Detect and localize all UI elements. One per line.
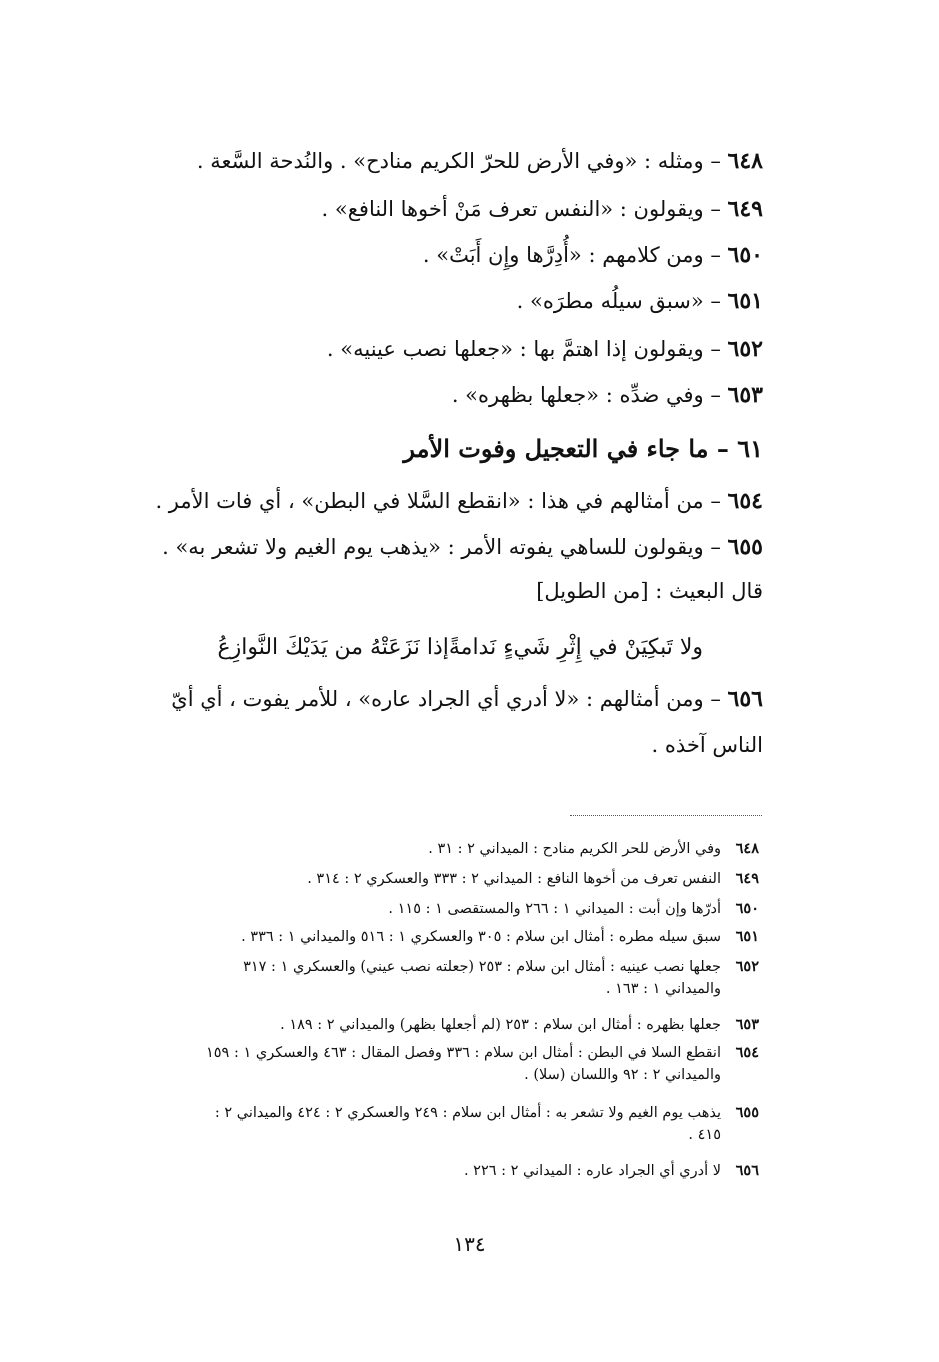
footnote-656: ٦٥٦لا أدري أي الجراد عاره : الميداني ٢ : ٢٢٦ . — [463, 1162, 759, 1179]
entry-656-continuation: الناس آخذه . — [651, 733, 763, 757]
verse-first-hemistich: ولا تَبكِيَنْ في إِثْرِ شَيءٍ نَدامةً — [448, 635, 703, 660]
footnote-655: ٦٥٥يذهب يوم الغيم ولا تشعر به : أمثال ابن سلام : ٢٤٩ والعسكري ٢ : ٤٢٤ والميداني ٢ : ٤١٥ . — [214, 1104, 759, 1143]
entry-651: ٦٥١ – «سبق سيلُه مطرَه» . — [516, 288, 763, 314]
page-number: ١٣٤ — [453, 1232, 486, 1256]
poem-verse — [217, 632, 703, 664]
footnote-649: ٦٤٩النفس تعرف من أخوها النافع : الميداني ٢ : ٣٣٣ والعسكري ٢ : ٣١٤ . — [307, 870, 759, 887]
entry-652: ٦٥٢ – ويقولون إذا اهتمَّ بها : «جعلها نصب عينيه» . — [326, 336, 763, 362]
footnote-653: ٦٥٣جعلها بظهره : أمثال ابن سلام : ٢٥٣ (لم أجعلها بظهر) والميداني ٢ : ١٨٩ . — [280, 1016, 759, 1033]
entry-655: ٦٥٥ – ويقولون للساهي يفوته الأمر : «يذهب يوم الغيم ولا تشعر به» . — [162, 534, 763, 560]
footnote-652: ٦٥٢جعلها نصب عينيه : أمثال ابن سلام : ٢٥٣ (جعلته نصب عيني) والعسكري ١ : ٣١٧ والميداني ١ : ١٦٣ . — [243, 958, 759, 997]
poet-attribution: قال البعيث : [من الطويل] — [536, 579, 763, 603]
entry-653: ٦٥٣ – وفي ضدِّه : «جعلها بظهره» . — [451, 382, 763, 408]
verse-second-hemistich: إذا نَزَعَتْهُ من يَدَيْكَ النَّوازِعُ — [217, 635, 449, 660]
footnote-separator — [570, 815, 762, 816]
footnote-648: ٦٤٨وفي الأرض للحر الكريم منادح : الميداني ٢ : ٣١ . — [428, 840, 759, 857]
entry-649: ٦٤٩ – ويقولون : «النفس تعرف مَنْ أخوها النافع» . — [321, 196, 763, 222]
entry-654: ٦٥٤ – من أمثالهم في هذا : «انقطع السَّلا في البطن» ، أي فات الأمر . — [155, 488, 763, 514]
section-heading: ٦١ – ما جاء في التعجيل وفوت الأمر — [403, 434, 763, 463]
entry-656: ٦٥٦ – ومن أمثالهم : «لا أدري أي الجراد عاره» ، للأمر يفوت ، أي أيّ — [171, 686, 763, 712]
entry-648: ٦٤٨ – ومثله : «وفي الأرض للحرّ الكريم منادح» . والنُدحة السَّعة . — [196, 148, 763, 174]
footnote-650: ٦٥٠أدرّها وإن أبت : الميداني ١ : ٢٦٦ والمستقصى ١ : ١١٥ . — [388, 900, 759, 917]
footnote-654: ٦٥٤انقطع السلا في البطن : أمثال ابن سلام : ٣٣٦ وفصل المقال : ٤٦٣ والعسكري ١ : ١٥٩ والميداني ٢ : ٩٢ واللسان (سلا) . — [205, 1044, 759, 1083]
entry-650: ٦٥٠ – ومن كلامهم : «أُدِرَّها وإِن أَبَتْ» . — [422, 242, 763, 268]
footnote-651: ٦٥١سبق سيله مطره : أمثال ابن سلام : ٣٠٥ والعسكري ١ : ٥١٦ والميداني ١ : ٣٣٦ . — [241, 928, 759, 945]
